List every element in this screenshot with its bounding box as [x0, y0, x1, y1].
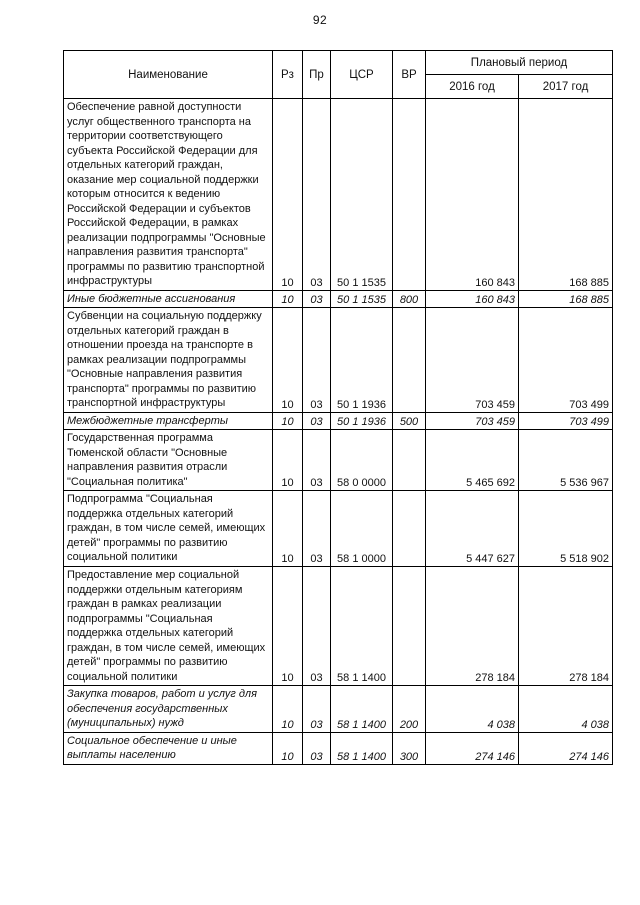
- cell-2017: 5 518 902: [519, 491, 613, 567]
- cell-2017: 703 499: [519, 308, 613, 413]
- cell-csr: 50 1 1936: [331, 412, 393, 430]
- cell-2017: 5 536 967: [519, 430, 613, 491]
- cell-2016: 703 459: [426, 412, 519, 430]
- cell-name: Государственная программа Тюменской области "Основные направления развития отрасли "Социальная политика": [64, 430, 273, 491]
- cell-pr: 03: [303, 290, 331, 308]
- table-row: [64, 99, 613, 291]
- header-year-2016: 2016 год: [426, 75, 519, 99]
- table-row: [64, 566, 613, 685]
- cell-csr: 58 1 1400: [331, 732, 393, 764]
- cell-vr: [393, 430, 426, 491]
- cell-name: Иные бюджетные ассигнования: [64, 290, 273, 308]
- cell-pr: 03: [303, 491, 331, 567]
- header-rz: Рз: [273, 51, 303, 99]
- cell-name: Подпрограмма "Социальная поддержка отдельных категорий граждан, в том числе семей, имеющих детей" программы по развитию социальной политики: [64, 491, 273, 567]
- cell-rz: 10: [273, 430, 303, 491]
- page-number: 92: [312, 13, 328, 27]
- cell-csr: 50 1 1535: [331, 290, 393, 308]
- cell-2016: 4 038: [426, 686, 519, 733]
- cell-csr: 58 1 1400: [331, 686, 393, 733]
- cell-pr: 03: [303, 99, 331, 291]
- cell-pr: 03: [303, 566, 331, 685]
- cell-vr: [393, 566, 426, 685]
- cell-2016: 5 447 627: [426, 491, 519, 567]
- budget-table: [63, 50, 613, 765]
- table-row: [64, 491, 613, 567]
- cell-vr: 800: [393, 290, 426, 308]
- table-row: [64, 290, 613, 308]
- cell-vr: [393, 491, 426, 567]
- cell-name: Межбюджетные трансферты: [64, 412, 273, 430]
- cell-rz: 10: [273, 491, 303, 567]
- cell-csr: 58 1 0000: [331, 491, 393, 567]
- cell-vr: 200: [393, 686, 426, 733]
- cell-name: Субвенции на социальную поддержку отдельных категорий граждан в отношении проезда на транспорте в рамках реализации подпрограммы "Основные направления развития транспорта" программы по развитию транспортной инфраструктуры: [64, 308, 273, 413]
- header-name: Наименование: [64, 51, 273, 99]
- header-pr: Пр: [303, 51, 331, 99]
- cell-pr: 03: [303, 686, 331, 733]
- cell-rz: 10: [273, 686, 303, 733]
- cell-2016: 160 843: [426, 99, 519, 291]
- cell-vr: 500: [393, 412, 426, 430]
- table-body: [64, 99, 613, 765]
- cell-2016: 5 465 692: [426, 430, 519, 491]
- cell-pr: 03: [303, 430, 331, 491]
- cell-2016: 703 459: [426, 308, 519, 413]
- cell-rz: 10: [273, 566, 303, 685]
- table-header: [64, 51, 613, 99]
- table-row: [64, 686, 613, 733]
- cell-pr: 03: [303, 732, 331, 764]
- cell-csr: 50 1 1535: [331, 99, 393, 291]
- table-row: [64, 308, 613, 413]
- cell-name: Обеспечение равной доступности услуг общественного транспорта на территории соответствующего субъекта Российской Федерации для отдельных категорий граждан, оказание мер социальной поддержки которым относится к ведению Российской Федерации и субъектов Российской Федерации, в рамках реализации подпрограммы "Основные направления развития транспорта" программы по развитию транспортной инфраструктуры: [64, 99, 273, 291]
- cell-name: Предоставление мер социальной поддержки отдельным категориям граждан в рамках реализации подпрограммы "Социальная поддержка отдельных категорий граждан, в том числе семей, имеющих детей" программы по развитию социальной политики: [64, 566, 273, 685]
- cell-name: Социальное обеспечение и иные выплаты населению: [64, 732, 273, 764]
- cell-2017: 168 885: [519, 290, 613, 308]
- header-vr: ВР: [393, 51, 426, 99]
- cell-csr: 58 1 1400: [331, 566, 393, 685]
- table-row: [64, 430, 613, 491]
- cell-pr: 03: [303, 308, 331, 413]
- cell-vr: [393, 99, 426, 291]
- cell-vr: [393, 308, 426, 413]
- table-row: [64, 412, 613, 430]
- cell-pr: 03: [303, 412, 331, 430]
- cell-rz: 10: [273, 99, 303, 291]
- cell-rz: 10: [273, 308, 303, 413]
- cell-2016: 278 184: [426, 566, 519, 685]
- cell-2017: 278 184: [519, 566, 613, 685]
- cell-2016: 160 843: [426, 290, 519, 308]
- cell-rz: 10: [273, 732, 303, 764]
- cell-2017: 168 885: [519, 99, 613, 291]
- cell-csr: 58 0 0000: [331, 430, 393, 491]
- cell-2016: 274 146: [426, 732, 519, 764]
- header-csr: ЦСР: [331, 51, 393, 99]
- cell-name: Закупка товаров, работ и услуг для обеспечения государственных (муниципальных) нужд: [64, 686, 273, 733]
- cell-rz: 10: [273, 290, 303, 308]
- header-year-2017: 2017 год: [519, 75, 613, 99]
- cell-rz: 10: [273, 412, 303, 430]
- header-period: Плановый период: [426, 51, 613, 75]
- cell-2017: 4 038: [519, 686, 613, 733]
- cell-2017: 274 146: [519, 732, 613, 764]
- table-row: [64, 732, 613, 764]
- cell-2017: 703 499: [519, 412, 613, 430]
- cell-csr: 50 1 1936: [331, 308, 393, 413]
- cell-vr: 300: [393, 732, 426, 764]
